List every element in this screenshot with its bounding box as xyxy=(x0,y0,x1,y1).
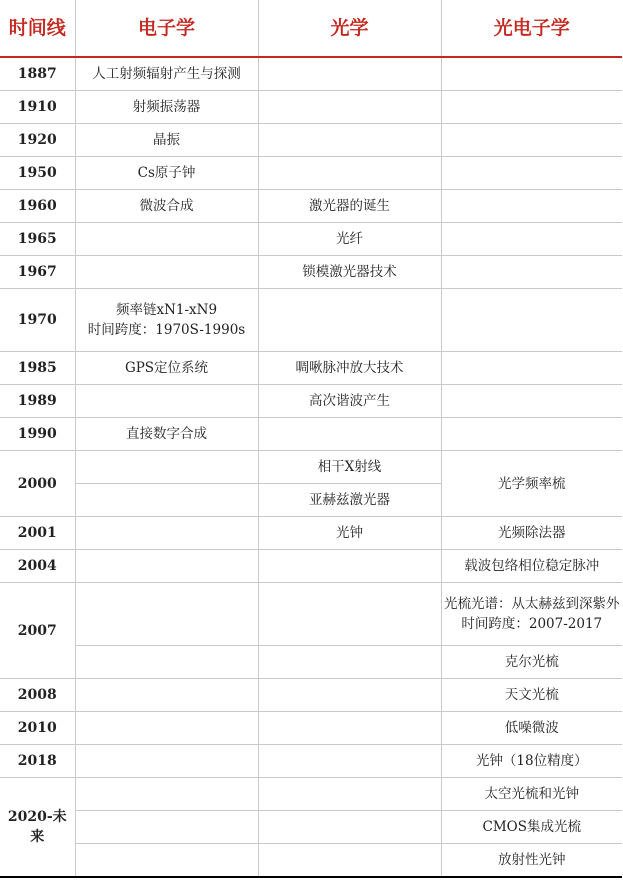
electronics-cell xyxy=(75,844,258,878)
optics-cell xyxy=(258,124,441,157)
electronics-cell xyxy=(75,484,258,517)
electronics-cell xyxy=(75,550,258,583)
year-cell: 1989 xyxy=(0,385,75,418)
optoelectronics-cell xyxy=(441,418,622,451)
optoelectronics-cell xyxy=(441,91,622,124)
electronics-cell: GPS定位系统 xyxy=(75,352,258,385)
optics-cell xyxy=(258,679,441,712)
electronics-cell: 直接数字合成 xyxy=(75,418,258,451)
optoelectronics-cell: 光频除法器 xyxy=(441,517,622,550)
year-cell: 2008 xyxy=(0,679,75,712)
optoelectronics-cell: 太空光梳和光钟 xyxy=(441,778,622,811)
year-cell: 2000 xyxy=(0,451,75,517)
table-row xyxy=(0,646,622,679)
header-electronics: 电子学 xyxy=(75,0,258,57)
table-row xyxy=(0,778,622,811)
year-cell: 2010 xyxy=(0,712,75,745)
table-row xyxy=(0,583,622,646)
year-cell: 2001 xyxy=(0,517,75,550)
header-optics: 光学 xyxy=(258,0,441,57)
electronics-cell: 微波合成 xyxy=(75,190,258,223)
table-row xyxy=(0,418,622,451)
year-cell: 1920 xyxy=(0,124,75,157)
optics-cell xyxy=(258,778,441,811)
table-row xyxy=(0,451,622,484)
table-row xyxy=(0,550,622,583)
year-cell: 1965 xyxy=(0,223,75,256)
optoelectronics-label: 光梳光谱：从太赫兹到深紫外 xyxy=(444,596,620,612)
optics-cell: 相干X射线 xyxy=(258,451,441,484)
year-cell: 2018 xyxy=(0,745,75,778)
header-optoelectronics: 光电子学 xyxy=(441,0,622,57)
table-row xyxy=(0,289,622,352)
year-cell: 2004 xyxy=(0,550,75,583)
table-row xyxy=(0,223,622,256)
table-row xyxy=(0,157,622,190)
table-row xyxy=(0,712,622,745)
optics-cell xyxy=(258,91,441,124)
optics-cell xyxy=(258,646,441,679)
header-timeline: 时间线 xyxy=(0,0,75,57)
year-cell: 2007 xyxy=(0,583,75,679)
optoelectronics-cell: 光学频率梳 xyxy=(441,451,622,517)
table-row xyxy=(0,256,622,289)
optics-cell xyxy=(258,712,441,745)
electronics-cell xyxy=(75,451,258,484)
electronics-cell: 晶振 xyxy=(75,124,258,157)
time-span-label: 时间跨度：1970S-1990s xyxy=(87,322,246,338)
table-row xyxy=(0,385,622,418)
optoelectronics-cell: 低噪微波 xyxy=(441,712,622,745)
table-row xyxy=(0,844,622,878)
optoelectronics-cell xyxy=(441,289,622,352)
year-cell: 1970 xyxy=(0,289,75,352)
optics-cell xyxy=(258,57,441,91)
electronics-cell xyxy=(75,778,258,811)
optics-cell: 锁模激光器技术 xyxy=(258,256,441,289)
table-row xyxy=(0,352,622,385)
electronics-cell xyxy=(75,289,258,352)
table-row xyxy=(0,190,622,223)
table-row xyxy=(0,124,622,157)
time-span-label: 时间跨度：2007-2017 xyxy=(461,616,603,632)
optics-cell xyxy=(258,289,441,352)
optoelectronics-cell: 光钟（18位精度） xyxy=(441,745,622,778)
optoelectronics-cell xyxy=(441,124,622,157)
optoelectronics-cell: 放射性光钟 xyxy=(441,844,622,878)
table-row xyxy=(0,811,622,844)
optoelectronics-cell xyxy=(441,157,622,190)
electronics-cell: Cs原子钟 xyxy=(75,157,258,190)
electronics-cell xyxy=(75,646,258,679)
optoelectronics-cell xyxy=(441,256,622,289)
optoelectronics-cell: CMOS集成光梳 xyxy=(441,811,622,844)
optics-cell: 高次谐波产生 xyxy=(258,385,441,418)
optics-cell xyxy=(258,811,441,844)
year-cell: 1985 xyxy=(0,352,75,385)
header-row xyxy=(0,0,622,57)
optoelectronics-cell xyxy=(441,385,622,418)
optics-cell xyxy=(258,844,441,878)
electronics-cell xyxy=(75,223,258,256)
optics-cell xyxy=(258,745,441,778)
optics-cell xyxy=(258,418,441,451)
year-cell: 1960 xyxy=(0,190,75,223)
electronics-cell xyxy=(75,517,258,550)
year-cell: 2020-未来 xyxy=(0,778,75,878)
year-cell: 1950 xyxy=(0,157,75,190)
optoelectronics-cell xyxy=(441,57,622,91)
optoelectronics-cell: 天文光梳 xyxy=(441,679,622,712)
optoelectronics-cell xyxy=(441,352,622,385)
table-row xyxy=(0,517,622,550)
electronics-cell: 人工射频辐射产生与探测 xyxy=(75,57,258,91)
electronics-label: 频率链xN1-xN9 xyxy=(115,302,218,318)
electronics-cell xyxy=(75,745,258,778)
table-row xyxy=(0,745,622,778)
optoelectronics-cell: 克尔光梳 xyxy=(441,646,622,679)
optics-cell xyxy=(258,157,441,190)
optoelectronics-cell xyxy=(441,583,622,646)
year-cell: 1967 xyxy=(0,256,75,289)
electronics-cell xyxy=(75,385,258,418)
optics-cell xyxy=(258,550,441,583)
optics-cell: 激光器的诞生 xyxy=(258,190,441,223)
optics-cell: 光纤 xyxy=(258,223,441,256)
electronics-cell xyxy=(75,583,258,646)
optics-cell: 光钟 xyxy=(258,517,441,550)
table-row xyxy=(0,679,622,712)
table-row xyxy=(0,57,622,91)
optics-cell: 啁啾脉冲放大技术 xyxy=(258,352,441,385)
optics-cell xyxy=(258,583,441,646)
optoelectronics-cell xyxy=(441,223,622,256)
electronics-cell xyxy=(75,712,258,745)
year-cell: 1990 xyxy=(0,418,75,451)
electronics-cell xyxy=(75,679,258,712)
electronics-cell xyxy=(75,256,258,289)
optoelectronics-cell xyxy=(441,190,622,223)
optics-cell: 亚赫兹激光器 xyxy=(258,484,441,517)
electronics-cell: 射频振荡器 xyxy=(75,91,258,124)
electronics-cell xyxy=(75,811,258,844)
table-row xyxy=(0,91,622,124)
optoelectronics-cell: 载波包络相位稳定脉冲 xyxy=(441,550,622,583)
year-cell: 1887 xyxy=(0,57,75,91)
year-cell: 1910 xyxy=(0,91,75,124)
